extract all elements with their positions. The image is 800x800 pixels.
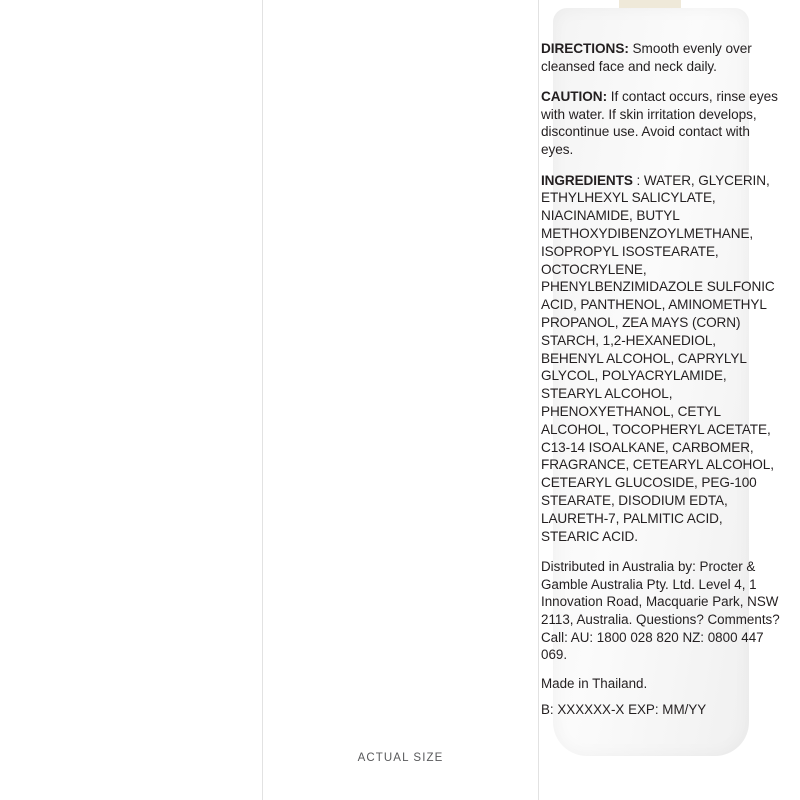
batch-code-paragraph: B: XXXXXX-X EXP: MM/YY: [541, 702, 707, 718]
directions-text: Smooth evenly over cleansed face and neck daily.: [541, 41, 752, 74]
carton-back-panel: [262, 0, 780, 800]
ingredients-label: INGREDIENTS: [541, 172, 633, 188]
distributor-paragraph: Distributed in Australia by: Procter & Gamble Australia Pty. Ltd. Level 4, 1 Innovation Road, Macquarie Park, NSW 2113, Australia. Questions? Comments? Call: AU: 1800 028 820 NZ: 0800 447 069.: [541, 559, 780, 663]
directions-paragraph: [541, 40, 781, 75]
label-text-content: [541, 40, 781, 730]
made-in-paragraph: Made in Thailand.: [541, 675, 648, 691]
ingredients-list: : WATER, GLYCERIN, ETHYLHEXYL SALICYLATE, NIACINAMIDE, BUTYL METHOXYDIBENZOYLMETHANE, ISOPROPYL ISOSTEARATE, OCTOCRYLENE, PHENYLBENZIMIDAZOLE SULFONIC ACID, PANTHENOL, AMINOMETHYL PROPANOL, ZEA MAYS (CORN) STARCH, 1,2-HEXANEDIOL, BEHENYL ALCOHOL, CAPRYLYL GLYCOL, POLYACRYLAMIDE, STEARYL ALCOHOL, PHENOXYETHANOL, CETYL ALCOHOL, TOCOPHERYL ACETATE, C13-14 ISOALKANE, CARBOMER, FRAGRANCE, CETEARYL ALCOHOL, CETEARYL GLUCOSIDE, PEG-100 STEARATE, DISODIUM EDTA, LAURETH-7, PALMITIC ACID, STEARIC ACID.: [541, 172, 775, 544]
actual-size-caption: ACTUAL SIZE: [357, 752, 444, 764]
caution-paragraph: [541, 88, 781, 158]
directions-label: DIRECTIONS:: [541, 41, 629, 56]
caution-label: CAUTION:: [541, 89, 608, 105]
caution-text: If contact occurs, rinse eyes with water. If skin irritation develops, discontinue use. Avoid contact with eyes.: [541, 89, 778, 157]
ingredients-paragraph: [541, 172, 781, 546]
